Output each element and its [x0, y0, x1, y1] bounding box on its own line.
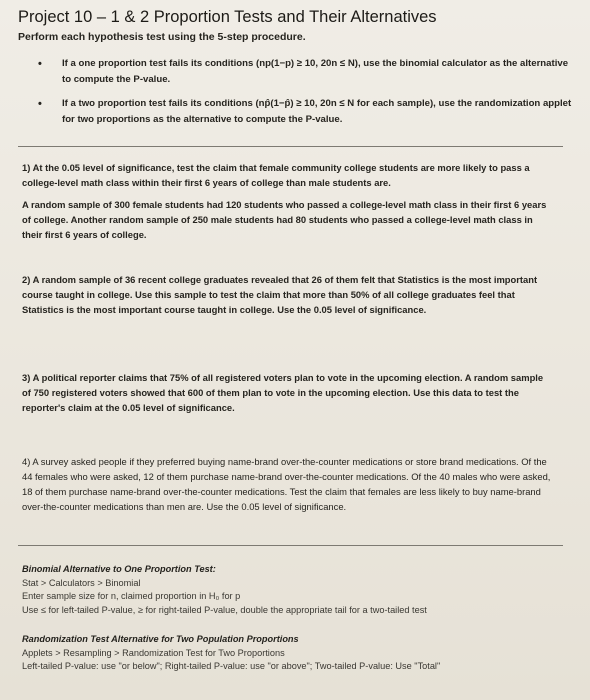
list-item: [36, 96, 576, 128]
binomial-menu-path: Stat > Calculators > Binomial: [22, 577, 141, 588]
list-item: [36, 56, 576, 88]
question-1: [22, 160, 552, 242]
randomization-heading: Randomization Test Alternative for Two Population Proportions: [22, 634, 299, 644]
binomial-reference: [22, 563, 567, 617]
instructions-subtitle: Perform each hypothesis test using the 5-step procedure.: [18, 31, 306, 43]
question-4: 4) A survey asked people if they preferred buying name-brand over-the-counter medications or store brand medications. Of the 44 females who were asked, 12 of them purchase name-brand over-the-counter medications. Of the 40 males who were asked, 18 of them purchase name-brand over-the-counter medications. Test the claim that females are less likely to buy name-brand over-the-counter medications than men are. Use the 0.05 level of significance.: [22, 456, 551, 512]
section-divider: [18, 146, 563, 147]
randomization-instruction: Left-tailed P-value: use "or below"; Right-tailed P-value: use "or above"; Two-tailed P-value: Use "Total": [22, 661, 441, 671]
page-title: Project 10 – 1 & 2 Proportion Tests and Their Alternatives: [18, 8, 437, 26]
question-2: 2) A random sample of 36 recent college graduates revealed that 26 of them felt that Statistics is the most important course taught in college. Use this sample to test the claim that more than 50% of all college graduates feel that Statistics is the most important course taught in college. Use the 0.05 level of significance.: [22, 274, 538, 315]
randomization-menu-path: Applets > Resampling > Randomization Test for Two Proportions: [22, 647, 285, 658]
section-divider: [18, 545, 563, 546]
bullet-icon: •: [38, 98, 42, 110]
question-1-claim: 1) At the 0.05 level of significance, test the claim that female community college students are more likely to pass a college-level math class within their first 6 years of college than male students are.: [22, 162, 530, 188]
binomial-heading: Binomial Alternative to One Proportion Test:: [22, 564, 216, 574]
question-3: 3) A political reporter claims that 75% of all registered voters plan to vote in the upcoming election. A random sample of 750 registered voters showed that 600 of them plan to vote in the upcoming election. Use this data to test the reporter's claim at the 0.05 level of significance.: [22, 372, 544, 413]
binomial-instruction-1: Enter sample size for n, claimed proportion in H₀ for p: [22, 591, 241, 601]
binomial-instruction-2: Use ≤ for left-tailed P-value, ≥ for right-tailed P-value, double the appropriate tail for a two-tailed test: [22, 604, 427, 615]
one-proportion-note: If a one proportion test fails its conditions (np(1−p) ≥ 10, 20n ≤ N), use the binomial calculator as the alternative to compute the P-value.: [62, 58, 569, 85]
two-proportion-note: If a two proportion test fails its conditions (np̂(1−p̂) ≥ 10, 20n ≤ N for each sample), use the randomization applet for two proportions as the alternative to compute the P-value.: [62, 98, 572, 125]
question-1-data: A random sample of 300 female students had 120 students who passed a college-level math class in their first 6 years of college. Another random sample of 250 male students had 80 students who passed a college-level math class in their first 6 years of college.: [22, 199, 547, 240]
bullet-icon: •: [38, 58, 42, 70]
condition-notes-list: [36, 56, 576, 136]
randomization-reference: [22, 633, 567, 674]
